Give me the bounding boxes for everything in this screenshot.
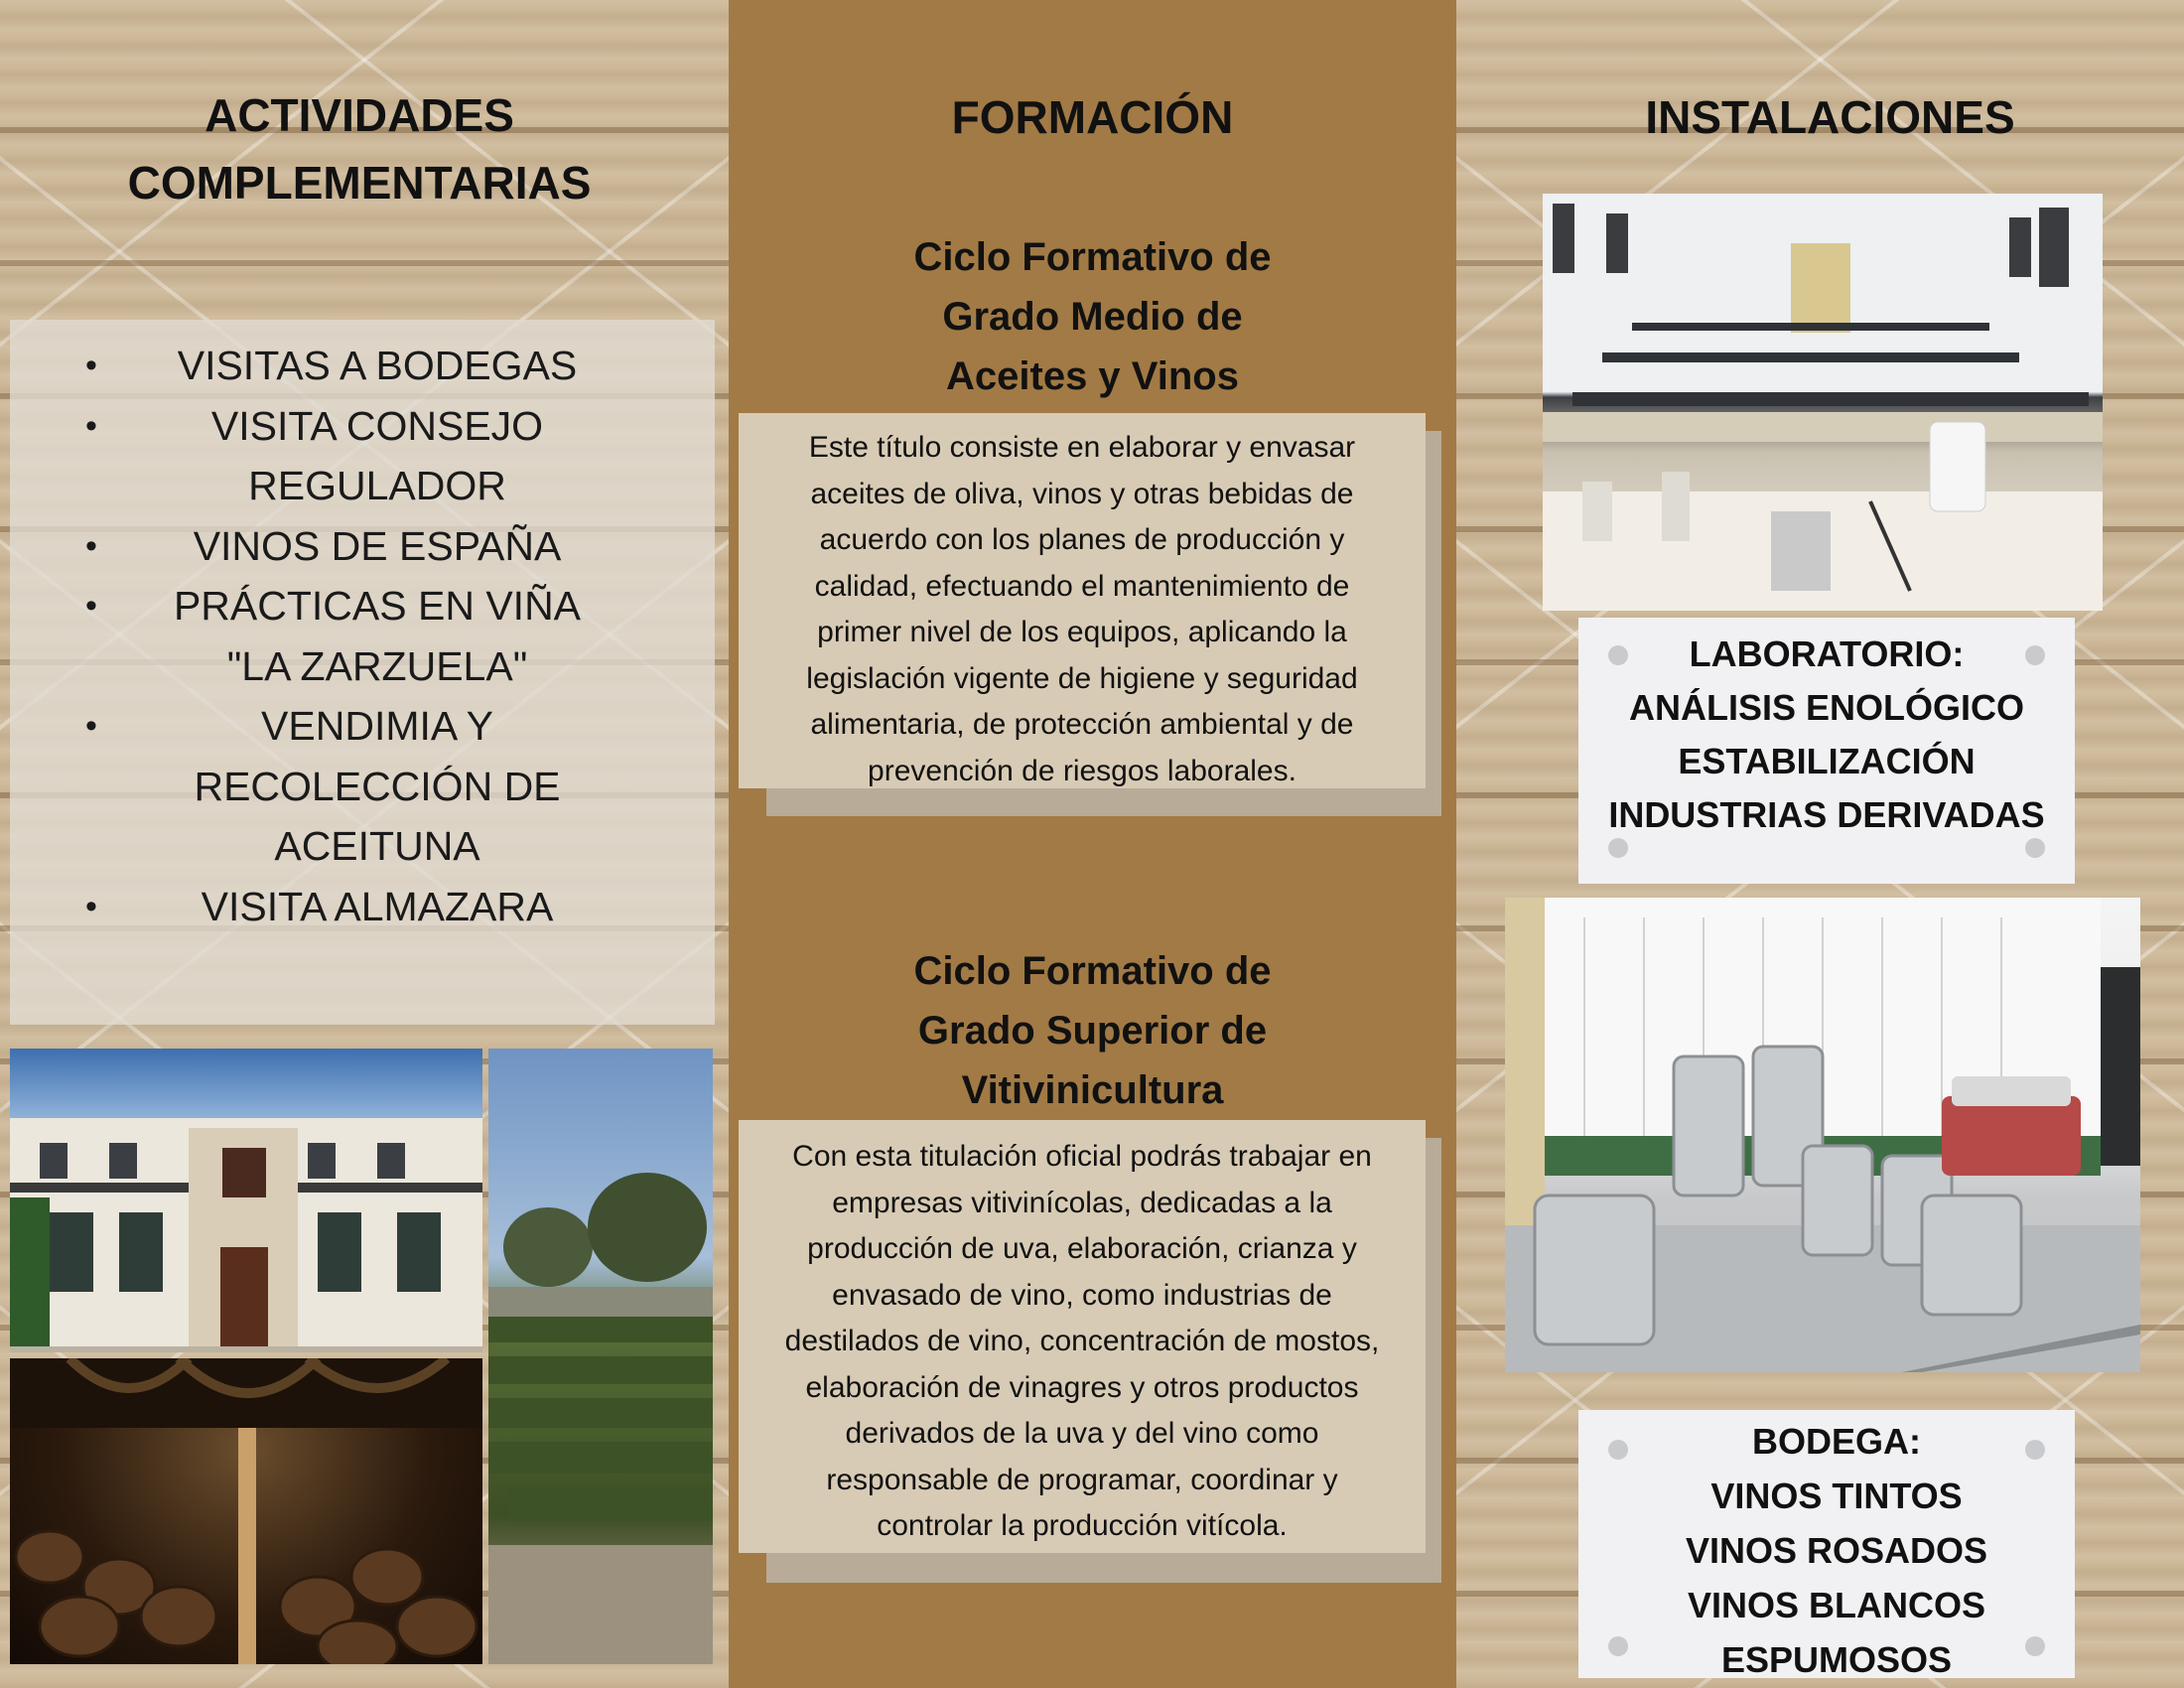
list-item <box>10 396 715 516</box>
facility-line: VINOS BLANCOS <box>1687 1585 1986 1625</box>
description-box <box>739 413 1426 788</box>
activity-line: RECOLECCIÓN DE <box>194 763 561 809</box>
facility-line: ESTABILIZACIÓN <box>1678 741 1976 781</box>
course-title-line: Ciclo Formativo de <box>913 949 1272 993</box>
activity-line: VISITA CONSEJO <box>210 402 544 449</box>
facility-line: ESPUMOSOS <box>1720 1639 1953 1680</box>
activity-line: "LA ZARZUELA" <box>226 642 528 689</box>
description-line: empresas vitivinícolas, dedicadas a la <box>832 1186 1332 1219</box>
bullet-icon: • <box>85 526 97 565</box>
facility-label <box>1578 1414 2075 1687</box>
list-item <box>10 696 715 877</box>
bullet-icon: • <box>85 707 97 745</box>
description-line: alimentaria, de protección ambiental y de <box>810 708 1354 741</box>
palace-photo <box>10 1049 482 1352</box>
facility-label <box>1578 628 2075 842</box>
description-line: primer nivel de los equipos, aplicando la <box>817 616 1347 648</box>
facility-line: ANÁLISIS ENOLÓGICO <box>1628 687 2025 728</box>
description-line: aceites de oliva, vinos y otras bebidas de <box>810 477 1354 510</box>
description-line: derivados de la uva y del vino como <box>845 1417 1319 1450</box>
course-title <box>729 941 1456 1120</box>
description-line: Este título consiste en elaborar y envasar <box>808 431 1356 464</box>
list-item <box>10 516 715 577</box>
list-item <box>10 877 715 937</box>
laboratory-label-box <box>1578 618 2075 884</box>
vineyard-photo <box>488 1049 713 1664</box>
activity-line: VINOS DE ESPAÑA <box>193 522 562 569</box>
vineyard-illustration <box>488 1049 713 1664</box>
course-title-line: Grado Superior de <box>917 1009 1268 1053</box>
description-line: destilados de vino, concentración de mostos, <box>784 1325 1380 1357</box>
description-line: controlar la producción vitícola. <box>877 1509 1288 1542</box>
description-line: envasado de vino, como industrias de <box>832 1278 1332 1312</box>
bullet-icon: • <box>85 887 97 925</box>
course-title <box>729 227 1456 406</box>
activity-line: VISITA ALMAZARA <box>201 883 554 929</box>
middle-panel <box>729 0 1456 1688</box>
laboratory-illustration <box>1543 194 2103 611</box>
bodega-illustration <box>1505 898 2140 1372</box>
activities-list <box>10 336 715 936</box>
facility-line: VINOS ROSADOS <box>1685 1530 1988 1571</box>
description-line: acuerdo con los planes de producción y <box>819 523 1345 556</box>
facility-line: BODEGA: <box>1752 1421 1921 1462</box>
activity-line: VENDIMIA Y <box>261 703 493 749</box>
bullet-icon: • <box>85 587 97 625</box>
laboratory-photo <box>1543 194 2103 611</box>
bodega-photo <box>1505 898 2140 1372</box>
cellar-photo <box>10 1358 482 1664</box>
activities-box <box>10 320 715 1025</box>
course-title-line: Grado Medio de <box>942 295 1243 339</box>
activity-line: VISITAS A BODEGAS <box>177 343 578 388</box>
heading-line: COMPLEMENTARIAS <box>127 157 592 209</box>
facility-line: VINOS TINTOS <box>1710 1476 1963 1516</box>
palace-illustration <box>10 1049 482 1352</box>
facility-line: INDUSTRIAS DERIVADAS <box>1608 794 2045 835</box>
description-line: calidad, efectuando el mantenimiento de <box>814 569 1350 603</box>
bullet-icon: • <box>85 347 97 384</box>
description-line: producción de uva, elaboración, crianza y <box>807 1232 1357 1265</box>
description-box <box>739 1120 1426 1553</box>
description-line: elaboración de vinagres y otros productos <box>805 1370 1359 1404</box>
heading-line: ACTIVIDADES <box>205 89 514 141</box>
activity-line: PRÁCTICAS EN VIÑA <box>173 583 582 629</box>
activity-line: REGULADOR <box>248 463 506 508</box>
list-item <box>10 336 715 396</box>
facilities-heading: INSTALACIONES <box>1645 91 2015 143</box>
course-description <box>739 1134 1426 1550</box>
description-line: prevención de riesgos laborales. <box>868 754 1297 787</box>
cellar-illustration <box>10 1358 482 1664</box>
facility-line: LABORATORIO: <box>1689 633 1965 674</box>
bodega-label-box <box>1578 1410 2075 1678</box>
activities-heading <box>0 81 719 216</box>
formation-heading: FORMACIÓN <box>951 91 1234 143</box>
course-description <box>739 425 1426 794</box>
description-line: legislación vigente de higiene y seguridad <box>806 661 1358 695</box>
description-line: Con esta titulación oficial podrás trabajar en <box>792 1140 1372 1173</box>
course-title-line: Vitivinicultura <box>961 1068 1224 1112</box>
description-line: responsable de programar, coordinar y <box>826 1463 1338 1496</box>
list-item <box>10 576 715 696</box>
course-title-line: Ciclo Formativo de <box>913 235 1272 279</box>
left-panel <box>0 0 729 1688</box>
course-title-line: Aceites y Vinos <box>946 354 1239 398</box>
bullet-icon: • <box>85 406 97 445</box>
activity-line: ACEITUNA <box>274 823 480 869</box>
